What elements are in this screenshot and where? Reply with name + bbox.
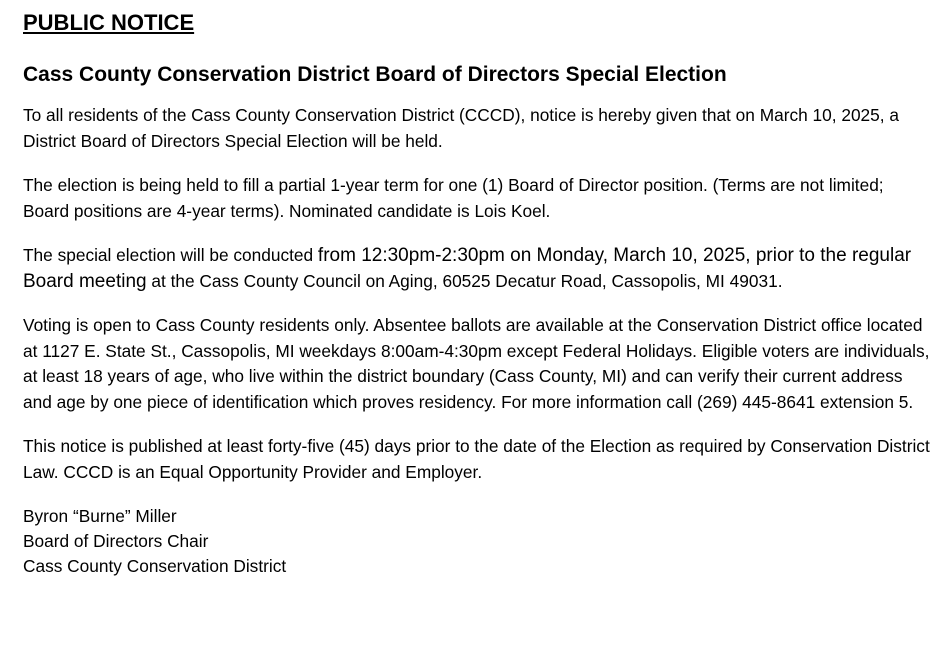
notice-title: Cass County Conservation District Board of Directors Special Election [23, 63, 727, 86]
signatory-name: Byron “Burne” Miller [23, 506, 177, 526]
signatory-role: Board of Directors Chair [23, 531, 209, 551]
paragraph-election-schedule [23, 243, 933, 294]
signature-block [23, 504, 933, 579]
schedule-emphasis-text: from 12:30pm-2:30pm on Monday, March 10, 2025, prior to the regular Board meeting [23, 245, 912, 292]
paragraph-voting-eligibility: Voting is open to Cass County residents only. Absentee ballots are available at the Conservation District office located at 1127 E. State St., Cassopolis, MI weekdays 8:00am-4:30pm except Federal Holidays. Eligible voters are individuals, at least 18 years of age, who live within the district boundary (Cass County, MI) and can verify their current address and age by one piece of identification which proves residency. For more information call (269) 445-8641 extension 5. [23, 315, 930, 412]
schedule-location-text: at the Cass County Council on Aging, 60525 Decatur Road, Cassopolis, MI 49031. [146, 270, 783, 291]
signatory-organization: Cass County Conservation District [23, 556, 287, 576]
paragraph-announcement: To all residents of the Cass County Conservation District (CCCD), notice is hereby given that on March 10, 2025, a District Board of Directors Special Election will be held. [23, 105, 899, 151]
notice-heading: PUBLIC NOTICE [23, 10, 195, 35]
schedule-lead-text: The special election will be conducted [23, 245, 318, 265]
paragraph-publication-statement: This notice is published at least forty-five (45) days prior to the date of the Election as required by Conservation District Law. CCCD is an Equal Opportunity Provider and Employer. [23, 436, 930, 482]
public-notice-document [23, 8, 933, 579]
paragraph-term-details: The election is being held to fill a partial 1-year term for one (1) Board of Director position. (Terms are not limited; Board positions are 4-year terms). Nominated candidate is Lois Koel. [23, 175, 884, 221]
